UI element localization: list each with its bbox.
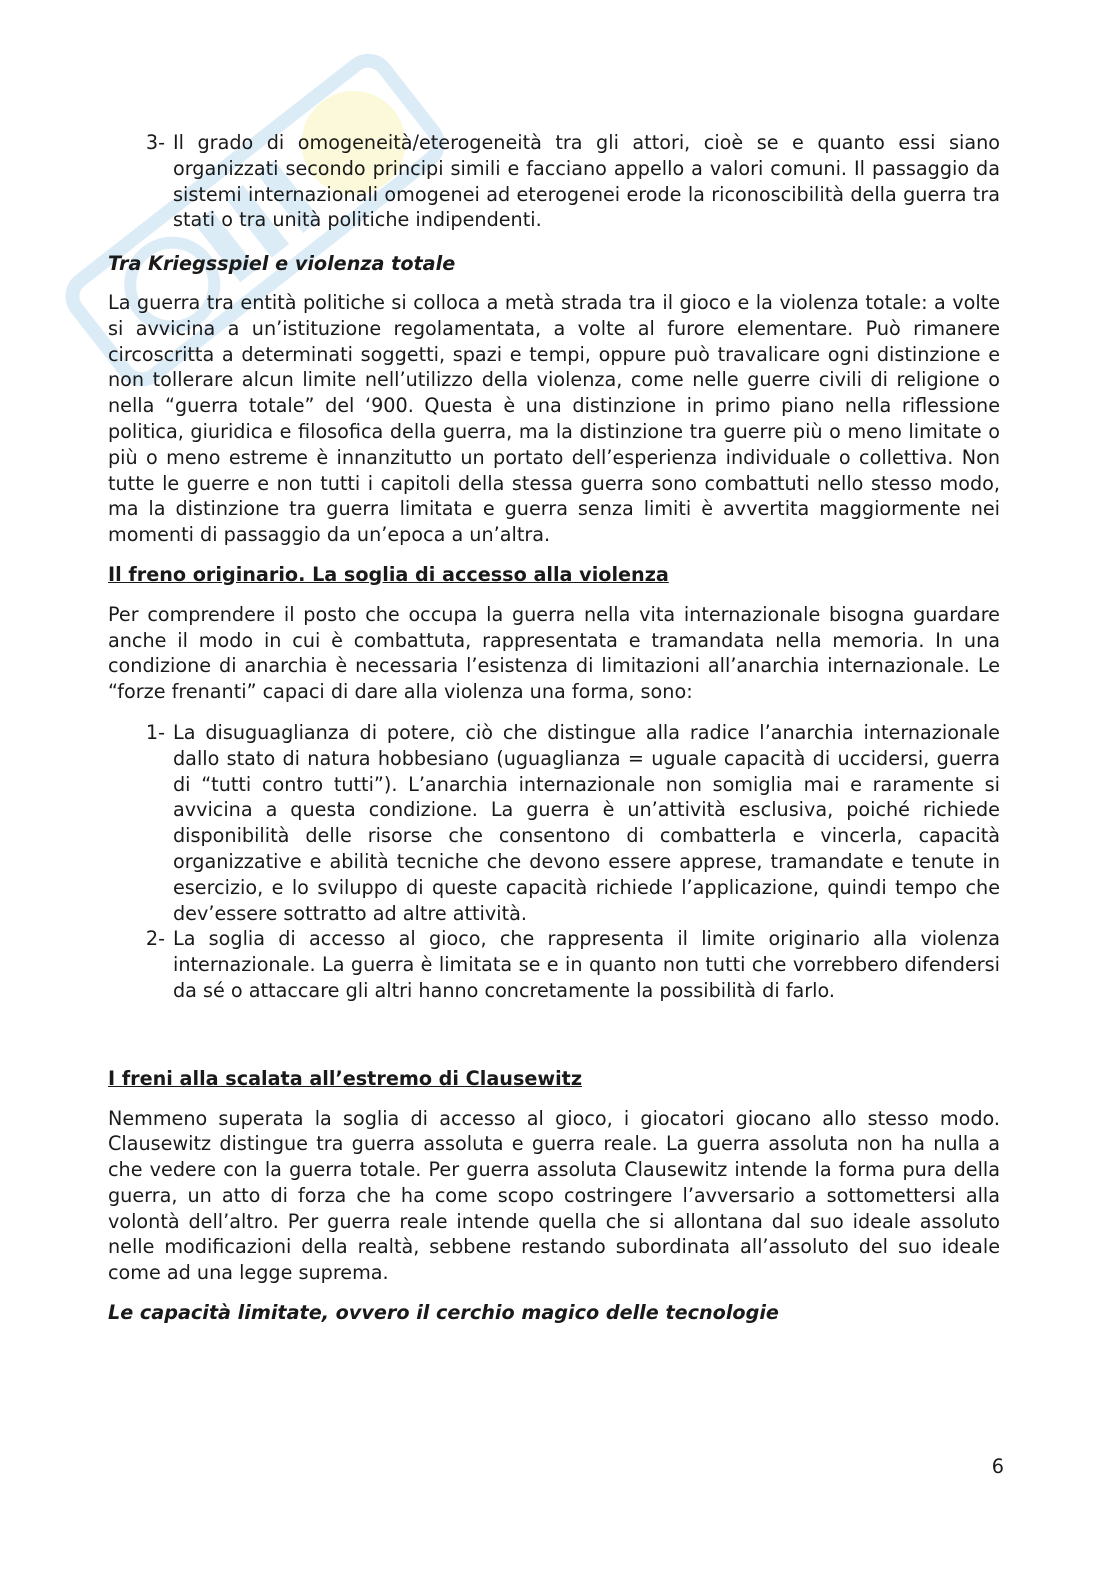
- heading-freno-originario: Il freno originario. La soglia di accesso alla violenza: [108, 562, 669, 586]
- list-item-text: La disuguaglianza di potere, ciò che distingue alla radice l’anarchia internazionale dallo stato di natura hobbesiano (uguaglianza = uguale capacità di uccidersi, guerra di “tutti contro tutti”). L’anarchia internazionale non somiglia mai e raramente si avvicina a questa condizione. La guerra è un’attività esclusiva, poiché richiede disponibilità delle risorse che consentono di combatterla e vincerla, capacità organizzative e abilità tecniche che devono essere apprese, tramandate e tenute in esercizio, e lo sviluppo di queste capacità richiede l’applicazione, quindi tempo che dev’essere sottratto ad altre attività.: [173, 720, 1000, 925]
- list-marker: 2-: [145, 927, 165, 951]
- list-item-3: [108, 130, 1000, 233]
- list-forze-frenanti: [108, 720, 1000, 1004]
- page-number: 6: [991, 1455, 1004, 1478]
- list-item-text: Il grado di omogeneità/eterogeneità tra gli attori, cioè se e quanto essi siano organizzati secondo principi simili e facciano appello a valori comuni. Il passaggio da sistemi internazionali omogenei ad eterogenei erode la riconoscibilità della guerra tra stati o tra unità politiche indipendenti.: [173, 131, 1000, 232]
- list-dimensioni: [108, 130, 1000, 233]
- paragraph-freno-originario: Per comprendere il posto che occupa la guerra nella vita internazionale bisogna guardare anche il modo in cui è combattuta, rappresentata e tramandata nella memoria. In una condizione di anarchia è necessaria l’esistenza di limitazioni all’anarchia internazionale. Le “forze frenanti” capaci di dare alla violenza una forma, sono:: [108, 602, 1000, 704]
- heading-capacita-limitate: Le capacità limitate, ovvero il cerchio magico delle tecnologie: [108, 1301, 779, 1325]
- heading-clausewitz: I freni alla scalata all’estremo di Clausewitz: [108, 1066, 583, 1090]
- paragraph-clausewitz: Nemmeno superata la soglia di accesso al gioco, i giocatori giocano allo stesso modo. Clausewitz distingue tra guerra assoluta e guerra reale. La guerra assoluta non ha nulla a che vedere con la guerra totale. Per guerra assoluta Clausewitz intende la forma pura della guerra, un atto di forza che ha come scopo costringere l’avversario a sottomettersi alla volontà dell’altro. Per guerra reale intende quella che si allontana dal suo ideale assoluto nelle modificazioni della realtà, sebbene restando subordinata all’assoluto del suo ideale come ad una legge suprema.: [108, 1106, 1000, 1285]
- document-page: [108, 130, 1000, 1326]
- list-marker: 3-: [145, 131, 165, 154]
- paragraph-kriegsspiel: La guerra tra entità politiche si colloca a metà strada tra il gioco e la violenza totale: a volte si avvicina a un’istituzione regolamentata, a volte al furore elementare. Può rimanere circoscritta a determinati soggetti, spazi e tempi, oppure può travalicare ogni distinzione e non tollerare alcun limite nell’utilizzo della violenza, come nelle guerre civili di religione o nella “guerra totale” del ‘900. Questa è una distinzione in primo piano nella riflessione politica, giuridica e filosofica della guerra, ma la distinzione tra guerre più o meno limitate o più o meno estreme è innanzitutto un portato dell’esperienza individuale o collettiva. Non tutte le guerre e non tutti i capitoli della stessa guerra sono combattuti nello stesso modo, ma la distinzione tra guerra limitata e guerra senza limiti è avvertita maggiormente nei momenti di passaggio da un’epoca a un’altra.: [108, 290, 1000, 547]
- list-item-1: [108, 720, 1000, 926]
- heading-kriegsspiel: Tra Kriegsspiel e violenza totale: [108, 252, 456, 276]
- list-marker: 1-: [145, 720, 165, 744]
- list-item-2: [108, 926, 1000, 1003]
- list-item-text: La soglia di accesso al gioco, che rappresenta il limite originario alla violenza internazionale. La guerra è limitata se e in quanto non tutti che vorrebbero difendersi da sé o attaccare gli altri hanno concretamente la possibilità di farlo.: [173, 927, 1000, 1002]
